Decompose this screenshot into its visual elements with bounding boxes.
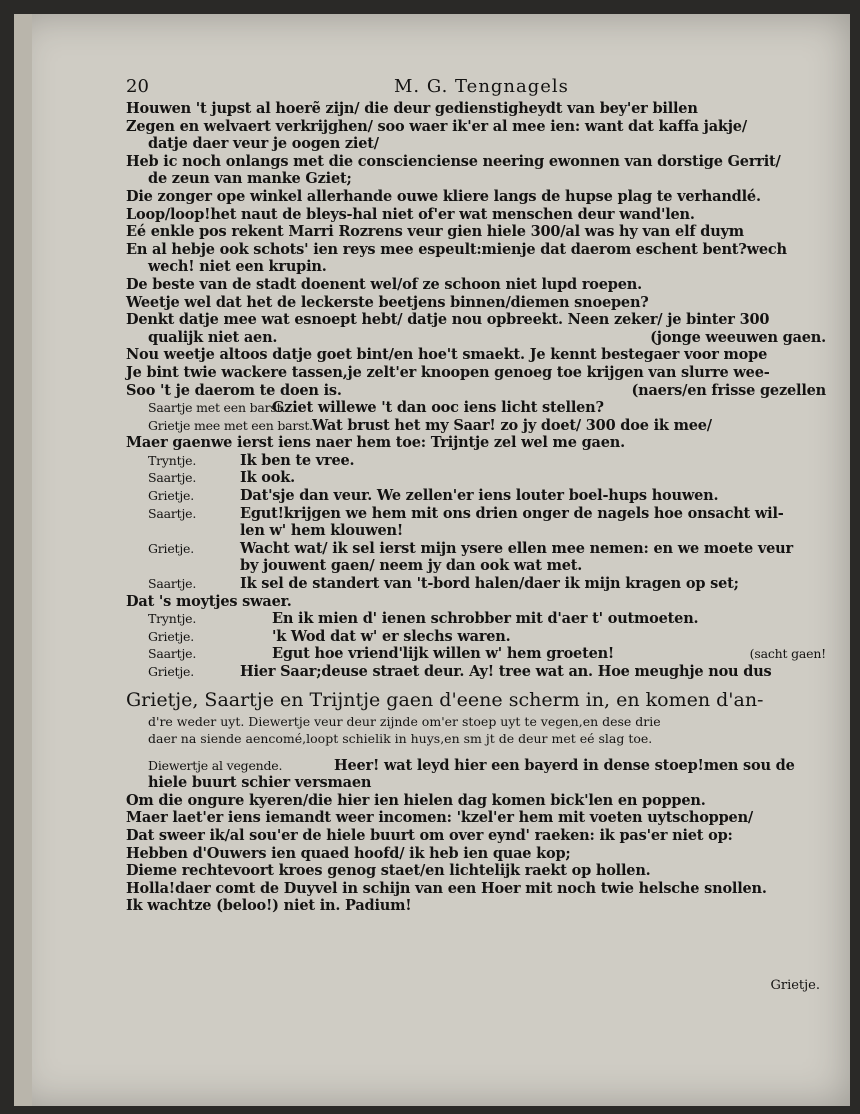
stage-aside: (sacht gaen! [749, 646, 826, 662]
speech-text: Wat brust het my Saar! zo jy doet/ 300 doe ik mee/ [312, 416, 712, 434]
dialogue-line [126, 469, 826, 487]
text-fragment: qualijk niet aen. [148, 328, 278, 346]
text-line [126, 382, 826, 400]
speaker-label: Saartje. [148, 470, 197, 486]
page-header [126, 70, 826, 100]
text-line: hiele buurt schier versmaen [148, 774, 372, 792]
speech-text: len w' hem klouwen! [240, 522, 404, 540]
speaker-label: Grietje mee met een barst. [148, 417, 313, 433]
text-line: Dat sweer ik/al sou'er de hiele buurt om over eynd' raeken: ik pas'er niet op: [126, 826, 733, 844]
page-edge [14, 14, 32, 1106]
dialogue-line [126, 645, 826, 663]
speech-text: 'k Wod dat w' er slechs waren. [272, 627, 511, 645]
speaker-label: Grietje. [148, 628, 195, 644]
speech-text: Dat'sje dan veur. We zellen'er iens louter boel-hups houwen. [240, 487, 719, 505]
speech-text: by jouwent gaen/ neem jy dan ook wat met. [240, 557, 583, 575]
text-line: Eé enkle pos rekent Marri Rozrens veur gien hiele 300/al was hy van elf duym [126, 223, 744, 241]
stage-direction-line: daer na siende aencomé,loopt schielik in huys,en sm jt de deur met eé slag toe. [148, 730, 653, 746]
text-line: Nou weetje altoos datje goet bint/en hoe't smaekt. Je kennt bestegaer voor mope [126, 346, 768, 364]
spacer [126, 747, 826, 757]
dialogue-line [126, 557, 826, 575]
dialogue-line [126, 610, 826, 628]
speaker-label: Tryntje. [148, 452, 197, 468]
text-line: Ik wachtze (beloo!) niet in. Padium! [126, 897, 412, 915]
dialogue-line [126, 575, 826, 593]
text-line: Die zonger ope winkel allerhande ouwe kliere langs de hupse plag te verhandlé. [126, 187, 761, 205]
speaker-label: Grietje. [148, 540, 195, 556]
speech-text: Heer! wat leyd hier een bayerd in dense stoep!men sou de [334, 756, 795, 774]
text-fragment: (jonge weeuwen gaen. [650, 328, 826, 346]
catchword: Grietje. [770, 978, 820, 993]
page-number: 20 [126, 76, 149, 97]
dialogue-line [126, 487, 826, 505]
speaker-label: Tryntje. [148, 611, 197, 627]
stage-direction-line: d're weder uyt. Diewertje veur deur zijnde om'er stoep uyt te vegen,en dese drie [148, 713, 661, 729]
text-line: Loop/loop!het naut de bleys-hal niet of'er wat menschen deur wand'len. [126, 205, 695, 223]
text-line: Hebben d'Ouwers ien quaed hoofd/ ik heb ien quae kop; [126, 844, 571, 862]
speech-text: Maer gaenwe ierst iens naer hem toe: Trijntje zel wel me gaen. [126, 434, 625, 452]
speech-text: En ik mien d' ienen schrobber mit d'aer t' outmoeten. [272, 610, 699, 628]
text-line: Je bint twie wackere tassen,je zelt'er knoopen genoeg toe krijgen van slurre wee- [126, 363, 770, 381]
text-line: wech! niet een krupin. [148, 258, 327, 276]
dialogue-line [126, 628, 826, 646]
speaker-label: Saartje. [148, 576, 197, 592]
text-line: Maer laet'er iens iemandt weer incomen: 'kzel'er hem mit voeten uytschoppen/ [126, 809, 754, 827]
speech-text: Egut hoe vriend'lijk willen w' hem groeten! [272, 645, 615, 663]
stage-direction-heading: Grietje, Saartje en Trijntje gaen d'eene scherm in, en komen d'an- [126, 688, 764, 711]
speech-text: Hier Saar;deuse straet deur. Ay! tree wat an. Hoe meughje nou dus [240, 663, 772, 680]
speaker-label: Grietje. [148, 664, 195, 679]
text-line: Weetje wel dat het de leckerste beetjens binnen/diemen snoepen? [126, 293, 649, 311]
text-line: Heb ic noch onlangs met die conscienciense neering ewonnen van dorstige Gerrit/ [126, 152, 781, 170]
text-line: De beste van de stadt doenent wel/of ze schoon niet lupd roepen. [126, 275, 642, 293]
text-line: Dieme rechtevoort kroes genog staet/en lichtelijk raekt op hollen. [126, 862, 651, 880]
dialogue-line [126, 663, 826, 681]
dialogue-line [126, 399, 826, 417]
speech-text: Egut!krijgen we hem mit ons drien onger de nagels hoe onsacht wil- [240, 504, 784, 522]
speaker-label: Saartje. [148, 646, 197, 662]
speaker-label: Saartje met een barst. [148, 400, 286, 416]
dialogue-line [126, 417, 826, 435]
book-page [14, 14, 850, 1106]
text-fragment: Soo 't je daerom te doen is. [126, 381, 342, 399]
text-line: Zegen en welvaert verkrijghen/ soo waer ik'er al mee ien: want dat kaffa jakje/ [126, 117, 747, 135]
speech-text: Wacht wat/ ik sel ierst mijn ysere ellen mee nemen: en we moete veur [240, 539, 793, 557]
dialogue-line [126, 540, 826, 558]
text-line: Holla!daer comt de Duyvel in schijn van een Hoer mit noch twie helsche snollen. [126, 879, 767, 897]
dialogue-line [126, 505, 826, 523]
text-fragment: (naers/en frisse gezellen [631, 381, 826, 399]
running-title: M. G. Tengnagels [394, 76, 569, 97]
dialogue-line [126, 452, 826, 470]
speaker-label: Grietje. [148, 488, 195, 504]
speech-text: Gziet willewe 't dan ooc iens licht stellen? [272, 399, 604, 417]
text-line: Denkt datje mee wat esnoept hebt/ datje nou opbreekt. Neen zeker/ je binter 300 [126, 311, 770, 329]
speech-text: Ik ook. [240, 469, 295, 487]
speech-text: Ik sel de standert van 't-bord halen/daer ik mijn kragen op set; [240, 575, 739, 593]
page-content [126, 70, 826, 993]
speech-text: Ik ben te vree. [240, 451, 355, 469]
dialogue-line [126, 593, 826, 611]
dialogue-line [126, 434, 826, 452]
text-line: En al hebje ook schots' ien reys mee espeult:mienje dat daerom eschent bent?wech [126, 240, 787, 258]
text-line: datje daer veur je oogen ziet/ [148, 135, 379, 153]
speaker-label: Saartje. [148, 505, 197, 521]
text-line [126, 329, 826, 347]
text-line: Houwen 't jupst al hoerẽ zijn/ die deur gedienstigheydt van bey'er billen [126, 100, 698, 117]
speech-text: Dat 's moytjes swaer. [126, 592, 292, 610]
text-line: de zeun van manke Gziet; [148, 170, 352, 188]
text-line: Om die ongure kyeren/die hier ien hielen dag komen bick'len en poppen. [126, 791, 706, 809]
speaker-label: Diewertje al vegende. [148, 757, 283, 773]
dialogue-line [126, 757, 826, 775]
dialogue-line [126, 522, 826, 540]
